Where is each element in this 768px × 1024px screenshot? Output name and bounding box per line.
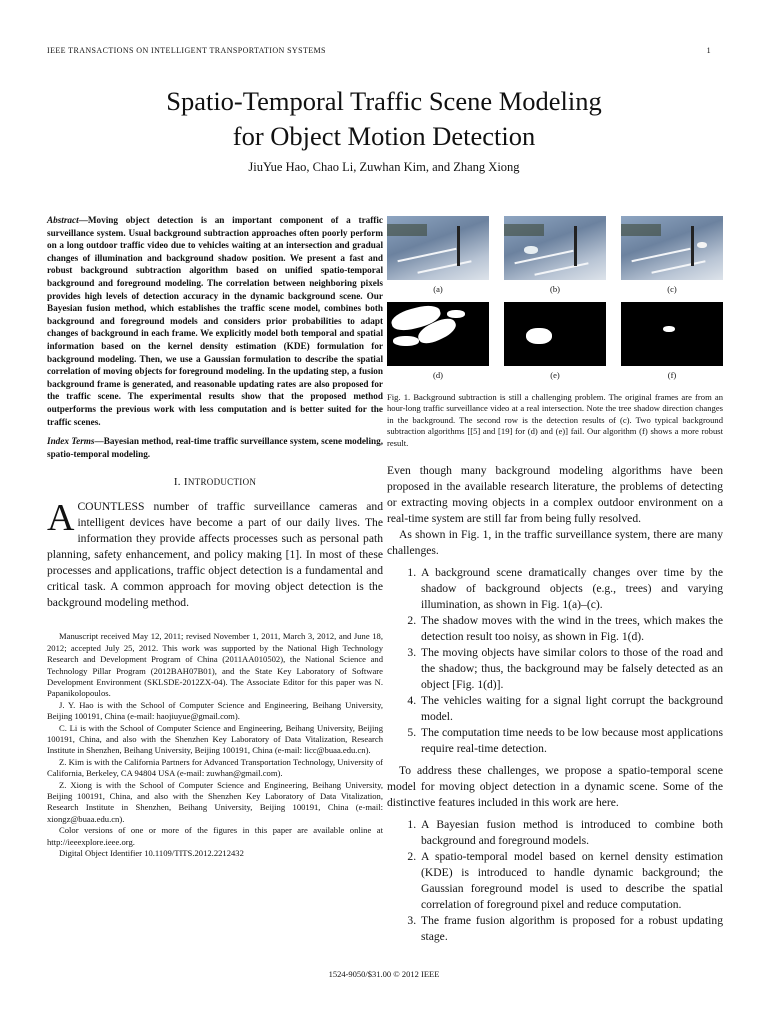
footnotes [47,631,383,859]
title-line-2: for Object Motion Detection [232,121,536,151]
detection-mask-image-e [504,302,606,366]
figure-row-original-frames [387,216,723,302]
page-number: 1 [706,46,711,55]
panel-label-d: (d) [433,370,443,380]
figure-panel-b [504,216,606,302]
footnote-hao: J. Y. Hao is with the School of Computer Science and Engineering, Beihang University, Beijing 100191, China (e-mail: haojiuyue@gmail.com). [47,699,383,722]
traffic-frame-image-b [504,216,606,280]
paragraph-challenges-intro: As shown in Fig. 1, in the traffic surveillance system, there are many challenges. [387,528,723,557]
figure-panel-a [387,216,489,302]
section-title-initial: I [183,476,188,489]
copyright-notice: 1524-9050/$31.00 © 2012 IEEE [328,969,440,979]
detection-mask-image-d [387,302,489,366]
list-item: 1. A background scene dramatically changes over time by the shadow of background objects (e.g., trees) and varying illumination, as shown in Fig. 1(a)–(c). [419,565,723,613]
left-column [47,214,383,859]
abstract-label: Abstract [47,215,79,225]
author-list: JiuYue Hao, Chao Li, Zuwhan Kim, and Zhang Xiong [248,160,520,174]
abstract-dash: — [78,215,88,225]
traffic-frame-image-c [621,216,723,280]
panel-label-f: (f) [667,370,677,380]
title-line-1: Spatio-Temporal Traffic Scene Modeling [166,86,602,116]
figure-panel-f [621,302,723,388]
paragraph-proposal: To address these challenges, we propose a spatio-temporal scene model for moving object detection in a dynamic scene. Some of the distinctive features included in this work are here. [387,764,723,809]
abstract-text: Moving object detection is an important component of a traffic surveillance system. Usual background subtraction approaches often poorly perform on a long outdoor traffic video due to vehicles waiting at an intersection and gradual changes of illumination and background shadow position. We present a fast and robust background subtraction algorithm based on unified spatio-temporal background and foreground modeling. The correlation between neighboring pixels provides high levels of detection accuracy in the dynamic background scene. Our Bayesian fusion method, which establishes the traffic scene model, combines both background and foreground models and considers prior probabilities to adapt changes of background in each frame. We explicitly model both temporal and spatial information based on the kernel density estimation (KDE) formulation for background modeling. Then, we use a Gaussian formulation to describe the spatial correlation of moving objects for foreground modeling. In the updating step, a fusion background frame is generated, and reasonable updating rates are also proposed for the traffic scene. The experimental results show that the proposed method outperforms the previous work with less computation and is better suited for the traffic scenes. [47,215,383,427]
journal-name: IEEE TRANSACTIONS ON INTELLIGENT TRANSPORTATION SYSTEMS [47,46,326,55]
list-item: 5. The computation time needs to be low because most applications require real-time detection. [419,725,723,757]
drop-cap: A [47,497,75,540]
list-item: 2. A spatio-temporal model based on kernel density estimation (KDE) is introduced to handle dynamic background; the Gaussian foreground model is used to describe the spatial correlation of foreground pixel and reduce computation. [419,849,723,913]
features-list [387,817,723,945]
index-terms: Index Terms—Bayesian method, real-time traffic surveillance system, scene modeling, spatio-temporal modeling. [47,436,384,459]
figure-panel-e [504,302,606,388]
section-number: I. [173,476,181,489]
intro-text: number of traffic surveillance cameras and intelligent devices have become a part of our daily lives. The information they provide affects processes such as personal path planning, safety enhancement, and policy making [1]. In most of these processes and applications, traffic object detection is a fundamental and critical task. A common approach for moving object detection is the background modeling method. [47,500,383,610]
figure-1 [387,216,723,449]
intro-paragraph [47,499,383,611]
figure-row-detection-results [387,302,723,388]
panel-label-a: (a) [433,284,443,294]
figure-panel-c [621,216,723,302]
figure-panel-d [387,302,489,388]
paper-title [0,84,768,154]
challenges-list [387,565,723,757]
footnote-kim: Z. Kim is with the California Partners for Advanced Transportation Technology, University of California, Berkeley, CA 94804 USA (e-mail: zuwhan@gmail.com). [47,756,383,779]
footnote-doi: Digital Object Identifier 10.1109/TITS.2012.2212432 [59,848,244,858]
running-header [47,46,711,55]
list-item: 3. The frame fusion algorithm is proposed for a robust updating stage. [419,913,723,945]
list-item: 1. A Bayesian fusion method is introduced to combine both background and foreground models. [419,817,723,849]
abstract [47,214,383,428]
panel-label-b: (b) [550,284,560,294]
panel-label-c: (c) [667,284,677,294]
traffic-frame-image-a [387,216,489,280]
detection-mask-image-f [621,302,723,366]
intro-lead: COUNTLESS [77,500,145,514]
figure-caption: Fig. 1. Background subtraction is still a challenging problem. The original frames are from an hour-long traffic surveillance video at a real intersection. Note the tree shadow direction changes in the background. The second row is the detection results of (c). Two typical background subtraction algorithms [[5] and [19] for (d) and (e)] fail. Our algorithm (f) shows a more robust result. [387,392,723,448]
footnote-manuscript: Manuscript received May 12, 2011; revised November 1, 2011, March 3, 2012, and June 18, 2012; accepted July 25, 2012. This work was supported by the National High Technology Research and Development Program of China (2011AA010502), the National Science and Technology Pillar Program (2012BAH07B01), and the State Key Laboratory of Software Development Environment (SKLSDE-2012ZX-04). The Associate Editor for this paper was N. Papanikolopoulos. [47,631,383,699]
footnote-color-versions: Color versions of one or more of the figures in this paper are available online at http://ieeexplore.ieee.org. [47,825,383,847]
list-item: 2. The shadow moves with the wind in the trees, which makes the detection result too noisy, as shown in Fig. 1(d). [419,613,723,645]
right-column [387,463,723,945]
paragraph-background-modeling: Even though many background modeling algorithms have been proposed in the available research literature, the problems of detecting or extracting moving objects in a complex outdoor environment on a real-time system are still far from being fully resolved. [387,464,723,525]
index-terms-label: Index Terms [47,436,95,447]
panel-label-e: (e) [550,370,560,380]
index-terms-text: Bayesian method, real-time traffic surveillance system, scene modeling, spatio-temporal modeling. [47,436,384,459]
footnote-li: C. Li is with the School of Computer Science and Engineering, Beihang University, Beijing 100191, China, and also with the Shenzhen Key Laboratory of Data Vitalization, Research Institute in Shenzhen, Beihang University, Beijing 100191, China (e-mail: licc@buaa.edu.cn). [47,722,383,756]
section-heading-introduction [47,474,383,490]
list-item: 3. The moving objects have similar colors to those of the road and the shadow; thus, the background may be falsely detected as an object [Fig. 1(d)]. [419,645,723,693]
footnote-xiong: Z. Xiong is with the School of Computer Science and Engineering, Beihang University, Beijing 100191, China, and also with the Shenzhen Key Laboratory of Data Vitalization, Research Institute in Shenzhen, Beihang University, Beijing 100191, China (e-mail: xiongz@buaa.edu.cn). [47,779,383,824]
list-item: 4. The vehicles waiting for a signal light corrupt the background model. [419,693,723,725]
section-title-rest: NTRODUCTION [187,477,257,488]
